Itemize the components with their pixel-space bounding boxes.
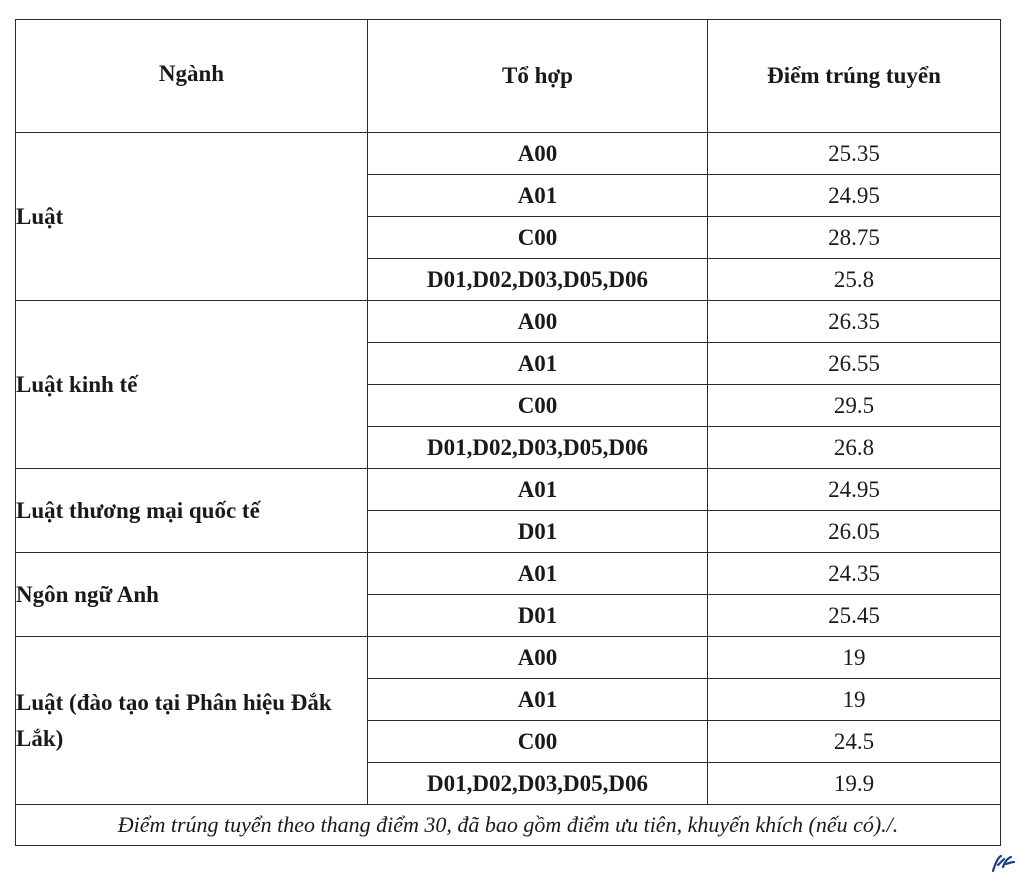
major-cell: Luật kinh tế <box>16 301 368 469</box>
score-cell: 19 <box>708 637 1001 679</box>
combination-cell: A01 <box>368 175 708 217</box>
score-cell: 25.8 <box>708 259 1001 301</box>
combination-cell: A01 <box>368 343 708 385</box>
signature-mark-icon <box>990 853 1016 873</box>
table-row <box>16 301 1001 343</box>
score-cell: 26.35 <box>708 301 1001 343</box>
score-cell: 26.8 <box>708 427 1001 469</box>
combination-cell: C00 <box>368 217 708 259</box>
combination-cell: A00 <box>368 133 708 175</box>
table-row <box>16 133 1001 175</box>
score-cell: 24.35 <box>708 553 1001 595</box>
header-score: Điểm trúng tuyển <box>708 20 1001 133</box>
combination-cell: A01 <box>368 679 708 721</box>
score-cell: 29.5 <box>708 385 1001 427</box>
combination-cell: D01,D02,D03,D05,D06 <box>368 763 708 805</box>
table-header-row <box>16 20 1001 133</box>
combination-cell: C00 <box>368 721 708 763</box>
table-row <box>16 637 1001 679</box>
score-cell: 24.5 <box>708 721 1001 763</box>
score-cell: 25.45 <box>708 595 1001 637</box>
score-cell: 24.95 <box>708 175 1001 217</box>
major-cell: Ngôn ngữ Anh <box>16 553 368 637</box>
footnote-row <box>16 805 1001 846</box>
header-combination: Tổ hợp <box>368 20 708 133</box>
combination-cell: C00 <box>368 385 708 427</box>
major-cell: Luật <box>16 133 368 301</box>
combination-cell: D01 <box>368 595 708 637</box>
table-row <box>16 553 1001 595</box>
score-cell: 26.55 <box>708 343 1001 385</box>
table-row <box>16 469 1001 511</box>
combination-cell: A00 <box>368 301 708 343</box>
footnote-text: Điểm trúng tuyển theo thang điểm 30, đã bao gồm điểm ưu tiên, khuyến khích (nếu có)./. <box>16 805 1001 846</box>
combination-cell: D01 <box>368 511 708 553</box>
score-cell: 19.9 <box>708 763 1001 805</box>
header-major: Ngành <box>16 20 368 133</box>
score-cell: 28.75 <box>708 217 1001 259</box>
major-cell: Luật (đào tạo tại Phân hiệu Đắk Lắk) <box>16 637 368 805</box>
major-cell: Luật thương mại quốc tế <box>16 469 368 553</box>
score-cell: 24.95 <box>708 469 1001 511</box>
admission-score-table <box>15 19 1001 846</box>
score-cell: 26.05 <box>708 511 1001 553</box>
combination-cell: D01,D02,D03,D05,D06 <box>368 427 708 469</box>
combination-cell: A01 <box>368 469 708 511</box>
combination-cell: A01 <box>368 553 708 595</box>
table-body <box>16 133 1001 805</box>
score-cell: 25.35 <box>708 133 1001 175</box>
score-cell: 19 <box>708 679 1001 721</box>
combination-cell: D01,D02,D03,D05,D06 <box>368 259 708 301</box>
combination-cell: A00 <box>368 637 708 679</box>
